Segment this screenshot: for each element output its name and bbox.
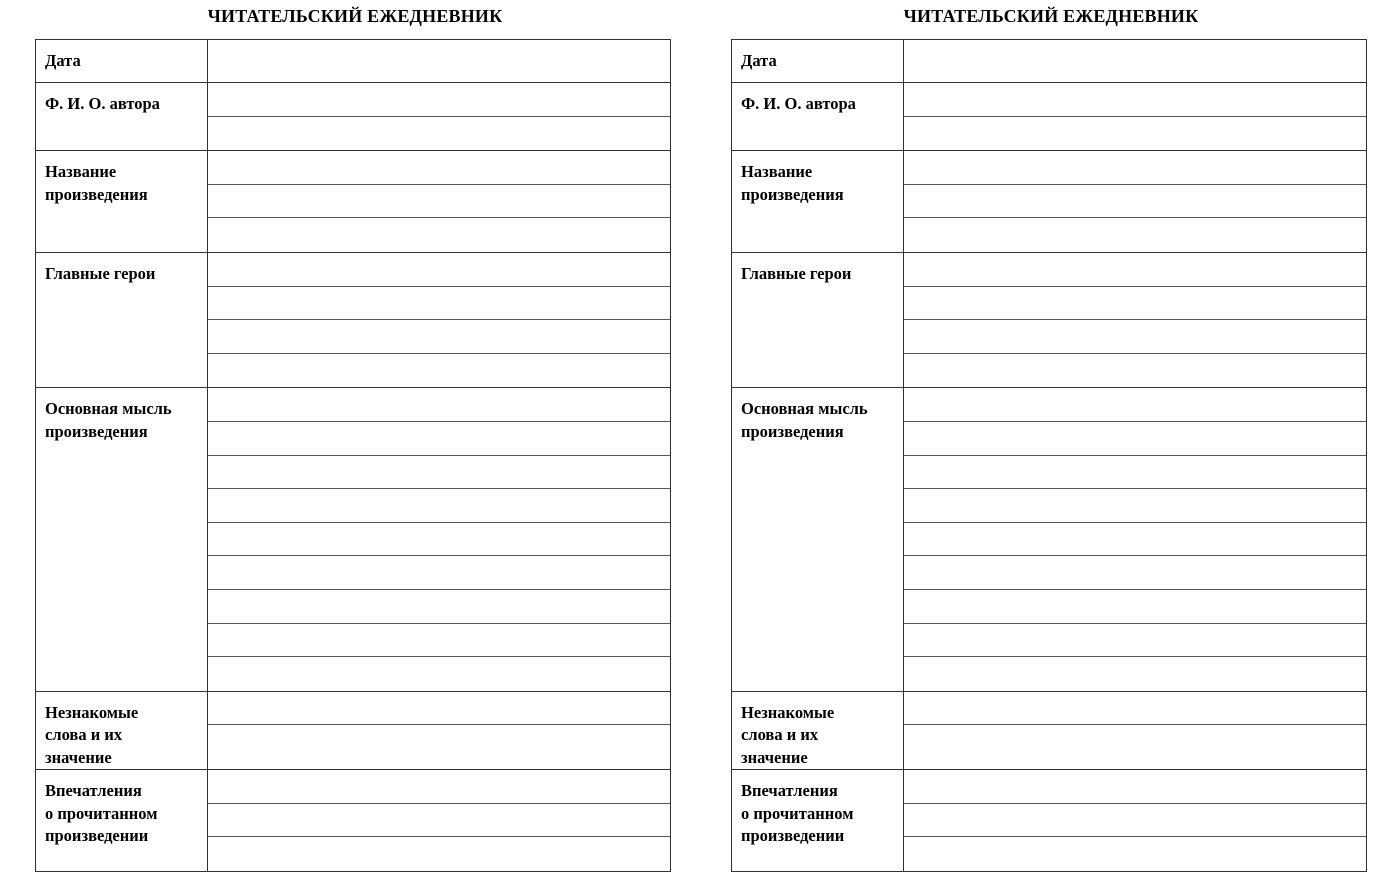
writing-line[interactable]: [208, 83, 670, 117]
writing-line[interactable]: [904, 320, 1366, 354]
writing-line[interactable]: [904, 804, 1366, 838]
writing-line[interactable]: [208, 624, 670, 658]
writing-line[interactable]: [904, 40, 1366, 82]
writing-line[interactable]: [208, 804, 670, 838]
writing-lines: [904, 40, 1366, 82]
writing-line[interactable]: [208, 523, 670, 557]
writing-line[interactable]: [208, 456, 670, 490]
section-label: Основная мысль произведения: [36, 388, 208, 690]
writing-line[interactable]: [904, 253, 1366, 287]
section-label: Название произведения: [732, 151, 904, 252]
writing-lines: [904, 388, 1366, 690]
writing-line[interactable]: [208, 657, 670, 691]
writing-lines: [208, 40, 670, 82]
writing-line[interactable]: [904, 523, 1366, 557]
section-label: Главные герои: [36, 253, 208, 387]
writing-line[interactable]: [208, 253, 670, 287]
writing-lines: [904, 83, 1366, 150]
writing-line[interactable]: [208, 590, 670, 624]
diary-form: [35, 39, 671, 872]
writing-line[interactable]: [904, 837, 1366, 871]
writing-line[interactable]: [904, 117, 1366, 151]
writing-line[interactable]: [904, 725, 1366, 759]
writing-line[interactable]: [904, 151, 1366, 185]
section-label: Дата: [36, 40, 208, 82]
writing-line[interactable]: [208, 218, 670, 252]
section-label: Незнакомые слова и их значение: [732, 692, 904, 770]
section-label: Название произведения: [36, 151, 208, 252]
writing-line[interactable]: [208, 151, 670, 185]
sheet-title: ЧИТАТЕЛЬСКИЙ ЕЖЕДНЕВНИК: [207, 6, 503, 26]
writing-lines: [208, 151, 670, 252]
section-label: Впечатления о прочитанном произведении: [732, 770, 904, 871]
writing-line[interactable]: [208, 489, 670, 523]
sheet-title: ЧИТАТЕЛЬСКИЙ ЕЖЕДНЕВНИК: [903, 6, 1199, 26]
writing-lines: [208, 253, 670, 387]
form-section: [732, 692, 1366, 771]
form-section: [732, 770, 1366, 871]
writing-line[interactable]: [208, 388, 670, 422]
writing-line[interactable]: [904, 287, 1366, 321]
form-section: [36, 388, 670, 691]
writing-line[interactable]: [208, 770, 670, 804]
writing-lines: [208, 388, 670, 690]
writing-line[interactable]: [208, 725, 670, 759]
writing-line[interactable]: [208, 837, 670, 871]
writing-line[interactable]: [904, 489, 1366, 523]
writing-line[interactable]: [208, 422, 670, 456]
form-section: [732, 40, 1366, 83]
section-label: Впечатления о прочитанном произведении: [36, 770, 208, 871]
section-label: Незнакомые слова и их значение: [36, 692, 208, 770]
reading-diary-sheet-left: [35, 0, 675, 884]
writing-line[interactable]: [904, 185, 1366, 219]
writing-line[interactable]: [904, 354, 1366, 388]
form-section: [732, 253, 1366, 388]
writing-line[interactable]: [208, 354, 670, 388]
writing-line[interactable]: [208, 320, 670, 354]
writing-line[interactable]: [208, 692, 670, 726]
section-label: Ф. И. О. автора: [36, 83, 208, 150]
writing-line[interactable]: [208, 40, 670, 82]
writing-line[interactable]: [208, 287, 670, 321]
form-section: [36, 692, 670, 771]
writing-lines: [208, 770, 670, 871]
writing-line[interactable]: [208, 117, 670, 151]
writing-line[interactable]: [904, 624, 1366, 658]
form-section: [36, 770, 670, 871]
form-section: [36, 151, 670, 253]
section-label: Основная мысль произведения: [732, 388, 904, 690]
section-label: Дата: [732, 40, 904, 82]
writing-line[interactable]: [904, 692, 1366, 726]
form-section: [36, 83, 670, 151]
writing-line[interactable]: [904, 556, 1366, 590]
diary-form: [731, 39, 1367, 872]
writing-line[interactable]: [904, 770, 1366, 804]
writing-line[interactable]: [208, 556, 670, 590]
section-label: Ф. И. О. автора: [732, 83, 904, 150]
writing-lines: [904, 151, 1366, 252]
writing-line[interactable]: [904, 657, 1366, 691]
writing-lines: [904, 692, 1366, 770]
writing-lines: [904, 770, 1366, 871]
form-section: [36, 40, 670, 83]
reading-diary-sheet-right: [731, 0, 1371, 884]
writing-lines: [208, 83, 670, 150]
form-section: [732, 151, 1366, 253]
section-label: Главные герои: [732, 253, 904, 387]
writing-line[interactable]: [904, 83, 1366, 117]
writing-line[interactable]: [904, 218, 1366, 252]
writing-line[interactable]: [904, 422, 1366, 456]
writing-line[interactable]: [208, 185, 670, 219]
writing-line[interactable]: [904, 590, 1366, 624]
form-section: [36, 253, 670, 388]
writing-lines: [208, 692, 670, 770]
form-section: [732, 388, 1366, 691]
writing-line[interactable]: [904, 456, 1366, 490]
form-section: [732, 83, 1366, 151]
writing-lines: [904, 253, 1366, 387]
writing-line[interactable]: [904, 388, 1366, 422]
